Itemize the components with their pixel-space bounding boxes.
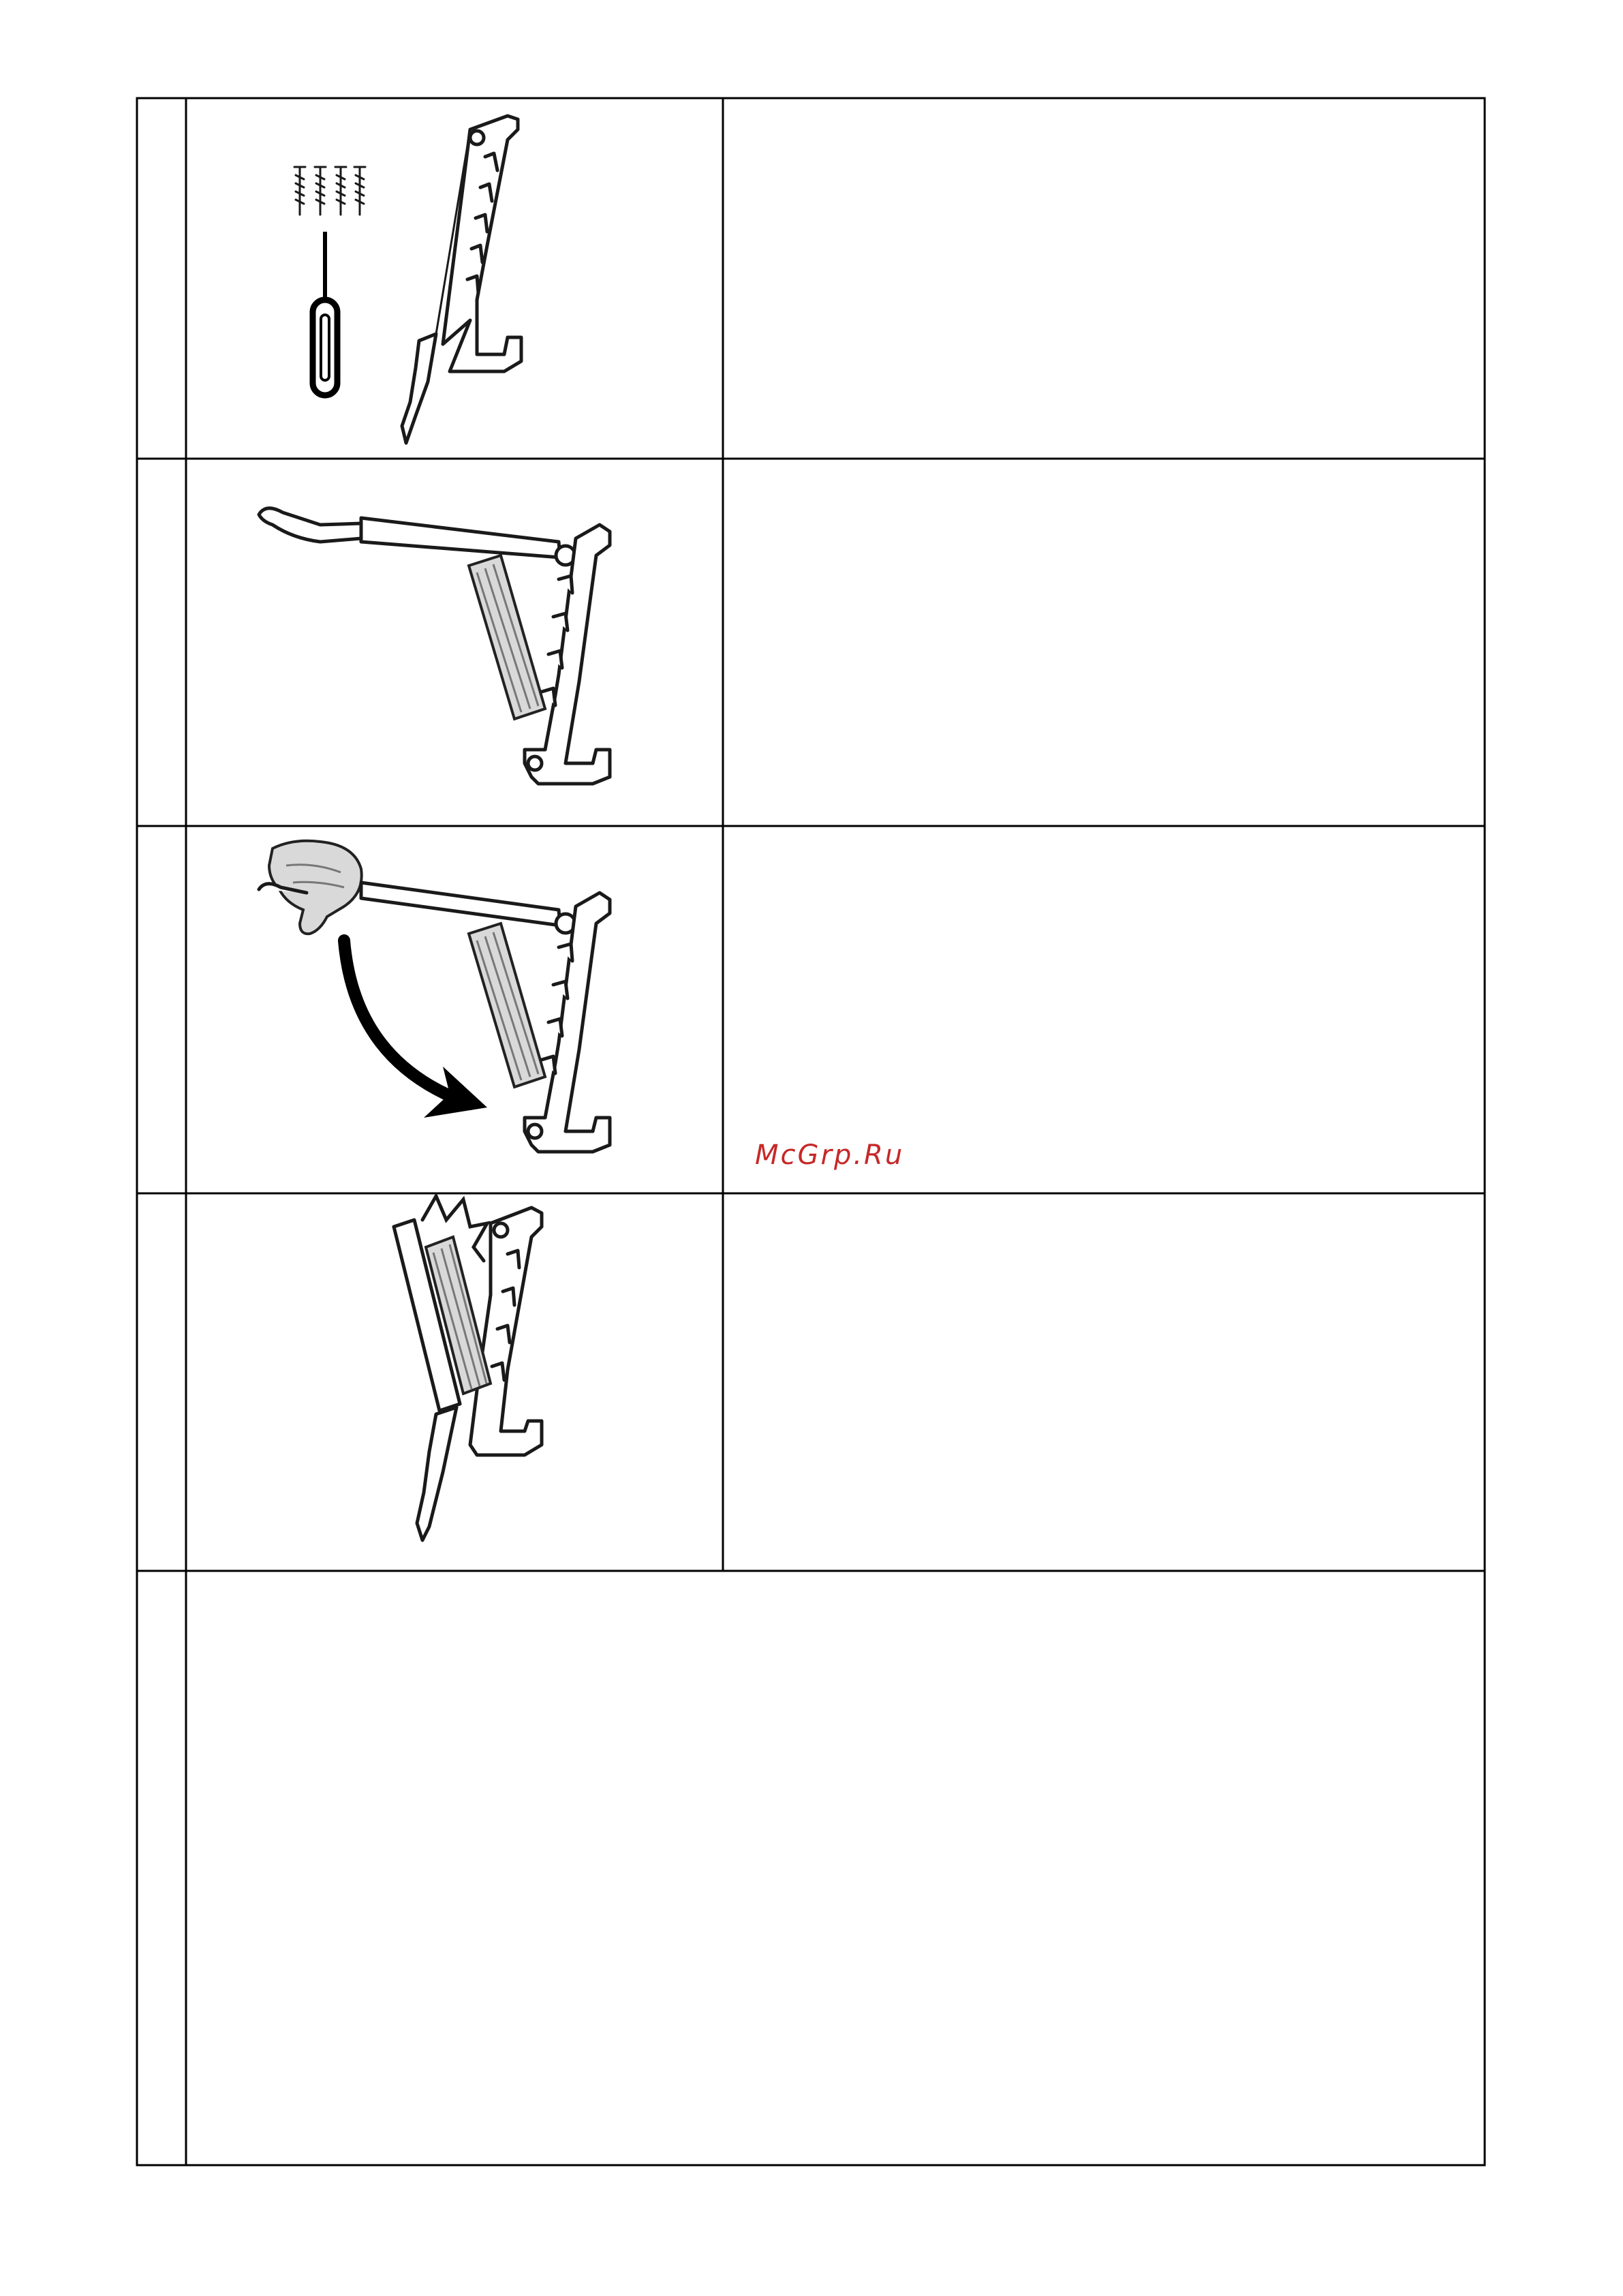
screwdriver-icon <box>313 232 337 395</box>
lever-handle-icon <box>259 508 575 565</box>
screws-icon <box>294 167 365 215</box>
magazine-icon <box>469 923 545 1087</box>
step-3-illustration <box>259 841 610 1152</box>
steps-table <box>137 98 1485 2165</box>
step-1-illustration <box>294 116 521 443</box>
rack-bracket-icon <box>402 116 521 443</box>
curved-arrow-down-icon <box>344 940 487 1118</box>
step-4-illustration <box>394 1196 542 1540</box>
watermark: McGrp.Ru <box>755 1139 905 1171</box>
table-border <box>137 98 1485 2165</box>
rack-bracket-icon <box>470 1208 542 1455</box>
magazine-icon <box>469 555 545 719</box>
step-2-illustration <box>259 508 610 784</box>
